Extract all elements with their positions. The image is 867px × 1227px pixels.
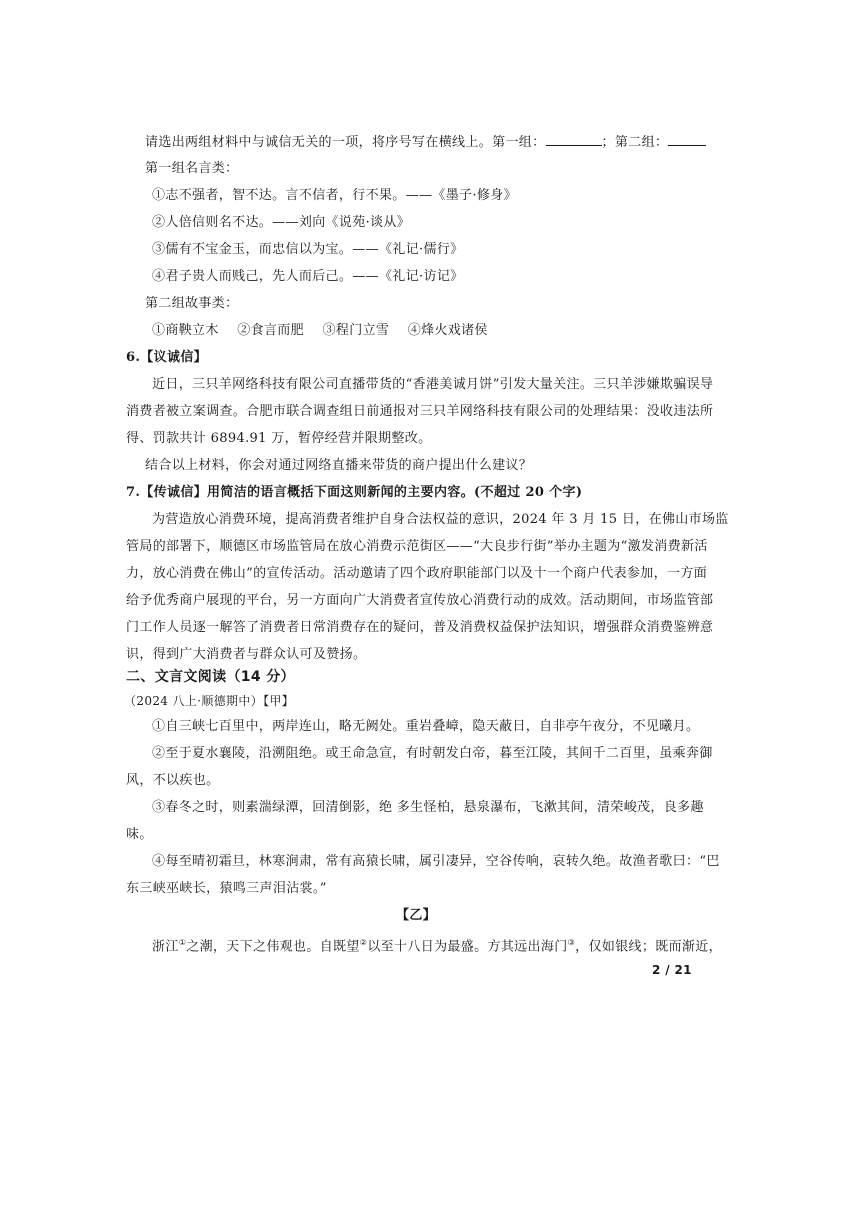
passage-jia-line: ③春冬之时，则素湍绿潭，回清倒影，绝 多生怪柏，悬泉瀑布，飞漱其间，清荣峻茂，良多趣 xyxy=(152,800,704,815)
quote-item: ④君子贵人而贱己，先人而后己。——《礼记·访记》 xyxy=(152,269,464,284)
q7-line: 识，得到广大消费者与群众认可及赞扬。 xyxy=(126,647,367,662)
group2-title: 第二组故事类： xyxy=(145,296,239,311)
story-list xyxy=(152,322,488,340)
footnote-marker: ③ xyxy=(567,938,576,947)
yi-text: 以至十八日为最盛。方其远出海门 xyxy=(367,939,568,955)
story-item: ④烽火戏诸侯 xyxy=(407,323,488,338)
yi-text: 之潮，天下之伟观也。自既望 xyxy=(186,939,360,955)
q5-instruction-text: 请选出两组材料中与诚信无关的一项，将序号写在横线上。第一组： xyxy=(145,135,546,150)
passage-jia-line: 东三峡巫峡长，猿鸣三声泪沾裳。” xyxy=(126,881,327,896)
q7-line: 力，放心消费在佛山”的宣传活动。活动邀请了四个政府职能部门以及十一个商户代表参加，一方面 xyxy=(126,566,708,581)
answer-blank-group2[interactable] xyxy=(668,133,706,146)
story-item: ①商鞅立木 xyxy=(152,323,219,338)
story-item: ②食言而肥 xyxy=(237,323,305,338)
yi-text: ，仅如银线；既而渐近， xyxy=(575,939,722,955)
q6-line: 近日，三只羊网络科技有限公司直播带货的“香港美诚月饼”引发大量关注。三只羊涉嫌欺骗误导 xyxy=(152,377,714,392)
q6-question: 结合以上材料，你会对通过网络直播来带货的商户提出什么建议？ xyxy=(145,458,533,473)
group1-title: 第一组名言类： xyxy=(145,161,239,176)
passage-yi-heading: 【乙】 xyxy=(396,908,437,923)
passage-jia-line: 味。 xyxy=(126,827,153,842)
q6-line: 消费者被立案调查。合肥市联合调查组日前通报对三只羊网络科技有限公司的处理结果：没收违法所 xyxy=(126,404,714,419)
q7-line: 门工作人员逐一解答了消费者日常消费存在的疑问，普及消费权益保护法知识，增强群众消费鉴辨意 xyxy=(126,620,714,635)
quote-item: ③儒有不宝金玉，而忠信以为宝。——《礼记·儒行》 xyxy=(152,242,464,257)
q7-line: 给予优秀商户展现的平台，另一方面向广大消费者宣传放心消费行动的成效。活动期间，市场监管部 xyxy=(126,593,714,608)
q6-heading: 6.【议诚信】 xyxy=(126,350,208,365)
page-number: 2 / 21 xyxy=(652,963,692,977)
passage-jia-line: ②至于夏水襄陵，沿溯阻绝。或王命急宣，有时朝发白帝，暮至江陵，其间千二百里，虽乘奔御 xyxy=(152,746,713,761)
yi-text: 浙江 xyxy=(152,939,179,955)
q6-line: 得、罚款共计 6894.91 万，暂停经营并限期整改。 xyxy=(126,431,432,446)
answer-blank-group1[interactable] xyxy=(546,133,602,146)
quote-item: ①志不强者，智不达。言不信者，行不果。——《墨子·修身》 xyxy=(152,188,517,203)
q7-line: 为营造放心消费环境，提高消费者维护自身合法权益的意识，2024 年 3 月 15 日，在佛山市场监 xyxy=(152,512,729,527)
passage-jia-line: 风，不以疾也。 xyxy=(126,773,220,788)
q7-heading: 7.【传诚信】用简洁的语言概括下面这则新闻的主要内容。(不超过 20 个字) xyxy=(126,485,583,500)
story-item: ③程门立雪 xyxy=(322,323,390,338)
section-title: 二、文言文阅读（14 分） xyxy=(126,669,295,685)
passage-jia-line: ④每至晴初霜旦，林寒涧肃，常有高猿长啸，属引凄异，空谷传响，哀转久绝。故渔者歌曰：“巴 xyxy=(152,854,720,869)
q5-separator: ；第二组： xyxy=(601,135,669,150)
passage-source: （2024 八上·顺德期中）【甲】 xyxy=(124,694,295,708)
passage-yi-line xyxy=(152,934,722,956)
passage-jia-line: ①自三峡七百里中，两岸连山，略无阙处。重岩叠嶂，隐天蔽日，自非亭午夜分，不见曦月。 xyxy=(152,719,700,734)
q5-instruction xyxy=(145,133,706,152)
footnote-marker: ② xyxy=(359,938,368,947)
q7-line: 管局的部署下，顺德区市场监管局在放心消费示范街区——“大良步行街”举办主题为“激发消费新活 xyxy=(126,539,708,554)
quote-item: ②人倍信则名不达。——刘向《说苑·谈从》 xyxy=(152,215,411,230)
footnote-marker: ① xyxy=(178,938,187,947)
